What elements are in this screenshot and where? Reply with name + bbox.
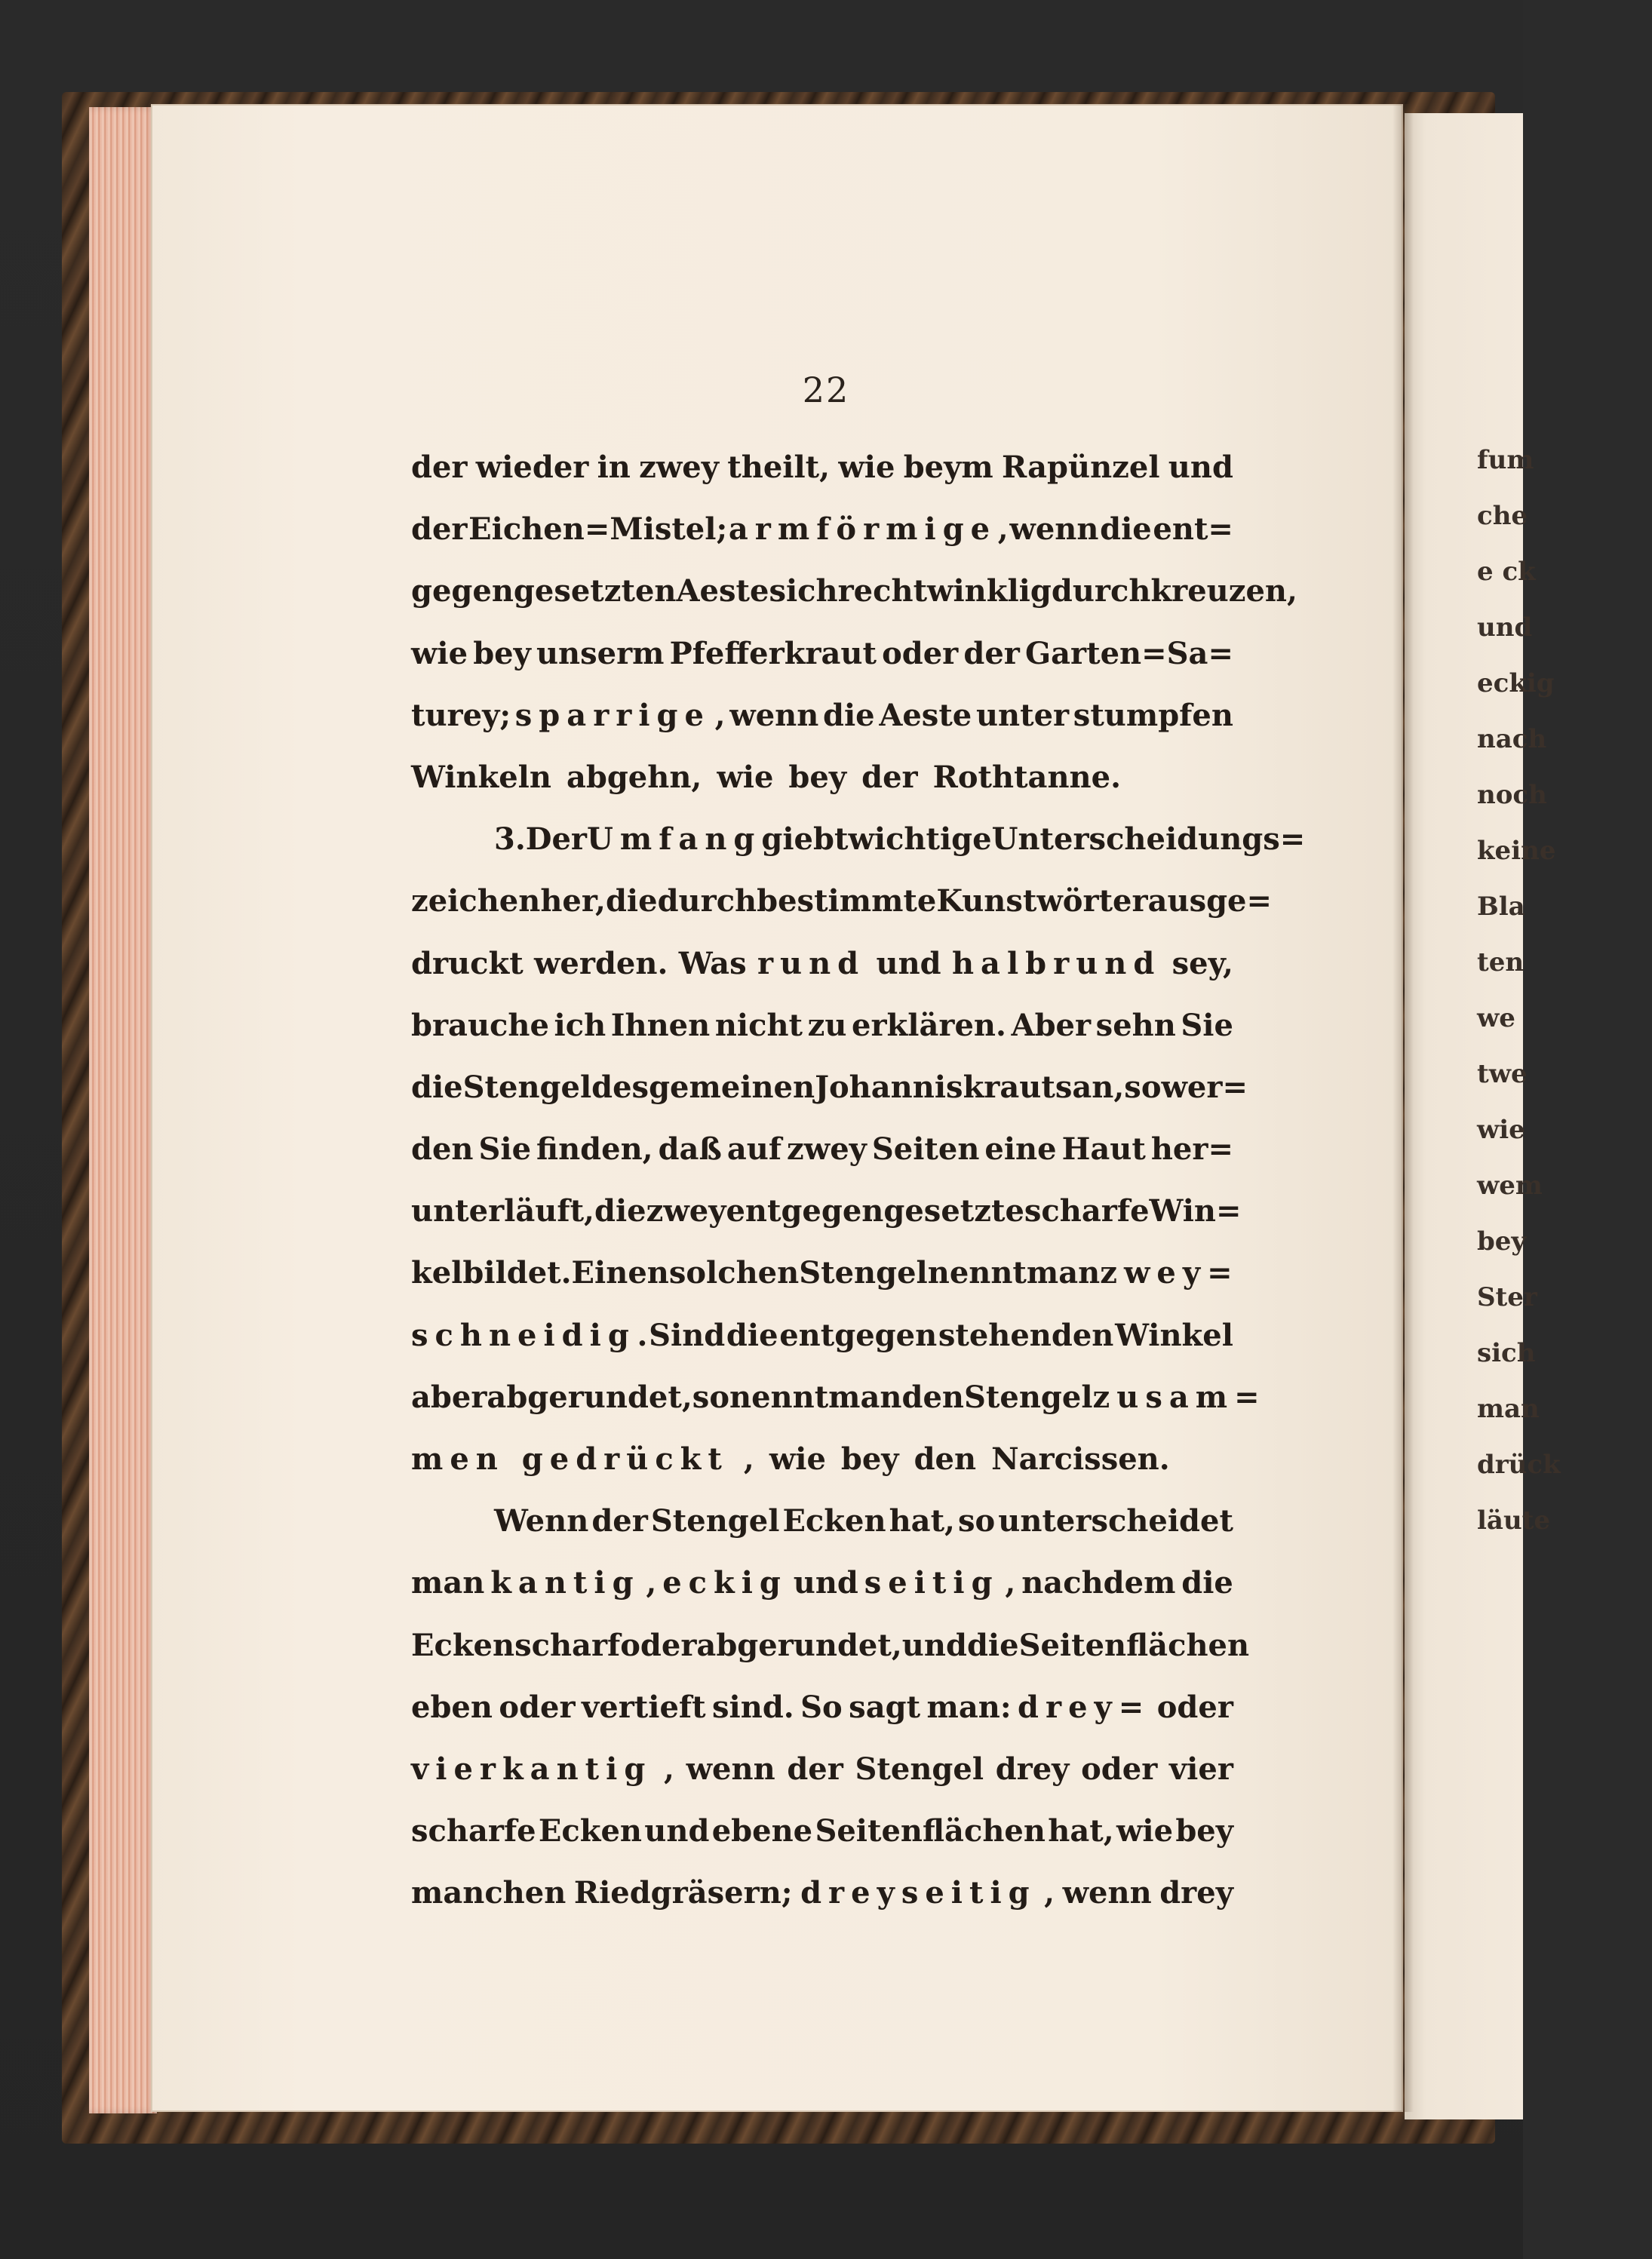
word: durch [657,883,757,919]
word: rechtwinklig [837,573,1052,609]
word: , [997,511,1009,548]
word: die [726,1317,778,1353]
word: Aeste [879,697,972,733]
word: vier [1168,1751,1233,1787]
word: gesetzten [513,573,677,609]
word: durchkreuzen, [1051,573,1297,609]
word: bey [1175,1813,1233,1849]
word: Sie [1181,1007,1233,1043]
facing-text-fragment: wie [1477,1115,1525,1145]
word: turey; [411,697,511,733]
word: abgerundet, [696,1627,902,1663]
word: scharfe [411,1813,536,1849]
word: stumpfen [1073,697,1233,733]
word: man [1026,1255,1101,1291]
text-line [411,883,1273,945]
word: bey [473,635,531,671]
word: Sie [478,1131,532,1168]
word: Ecken [538,1813,642,1849]
word: Narcissen. [991,1441,1170,1477]
word: nicht [714,1007,803,1043]
word: und [901,1627,967,1663]
emphasized-term: rund [757,945,866,981]
word: Was [678,945,747,981]
facing-text-fragment: läute [1477,1505,1551,1536]
facing-text-fragment: e ck [1477,557,1536,587]
text-line [411,511,1233,573]
word: Sind [649,1317,726,1353]
word: beym [903,450,993,485]
word: Pfefferkraut [669,635,877,671]
facing-page-text [1477,445,1561,1561]
facing-text-fragment: und [1477,612,1533,643]
word: die [605,883,658,919]
word: zwey [787,1131,867,1168]
word: oder [1156,1689,1233,1725]
word: Johanniskrauts [815,1069,1073,1105]
facing-text-fragment: eckig [1477,668,1555,698]
word: gegen [411,573,514,609]
word: an, [1072,1069,1125,1105]
word: die [823,697,875,733]
word: so [692,1379,729,1415]
word: der [963,635,1020,671]
emphasized-term: zusam= [1092,1379,1267,1415]
text-line [411,573,1297,635]
word: man: [926,1689,1012,1725]
word: läuft, [504,1193,594,1229]
word: Seiten [871,1131,980,1168]
word: oder [882,635,959,671]
word: daß [658,1131,722,1168]
word: auf [726,1131,782,1168]
emphasized-term: Umfang [586,821,762,858]
word: so [958,1503,996,1539]
word: bestimmte [757,883,937,919]
word: sehn [1095,1007,1176,1043]
word: , [1044,1875,1055,1911]
word: nennt [927,1255,1027,1291]
word: unserm [536,635,665,671]
emphasized-term: seitig [864,1565,999,1601]
word: der [591,1503,648,1539]
word: ausge= [1147,883,1273,919]
word: so [1124,1069,1162,1105]
word: manchen [411,1875,567,1911]
emphasized-term: zwey= [1100,1255,1239,1291]
word: die [1181,1565,1233,1601]
word: nachdem [1021,1565,1176,1601]
word: Haut [1061,1131,1146,1168]
text-line [411,1690,1233,1751]
text-line [411,698,1233,760]
text-line [411,1565,1233,1627]
text-line [411,1255,1239,1317]
text-line [411,821,1306,883]
word: , [714,697,726,733]
word: scharf [514,1627,621,1663]
word: die [594,1193,646,1229]
word: Win= [1149,1193,1242,1229]
text-line [411,1131,1233,1193]
facing-text-fragment: noch [1477,780,1547,810]
facing-text-fragment: wem [1477,1171,1543,1201]
word: abgehn, [566,759,702,795]
text-line [411,636,1233,698]
word: gemeinen [649,1069,815,1105]
word: Der [525,821,587,858]
word: und [876,945,941,981]
word: aber [411,1379,487,1415]
facing-text-fragment: Ster [1477,1282,1537,1312]
word: wenn [1009,511,1099,548]
word: unter [975,697,1070,733]
text-line [411,946,1233,1008]
emphasized-term: men gedrückt [411,1441,729,1477]
word: der [787,1751,843,1787]
word: den [914,1441,977,1477]
word: her= [1150,1131,1233,1168]
facing-text-fragment: fum [1477,445,1534,475]
emphasized-term: halbrund [951,945,1162,981]
word: Rapünzel [1001,450,1160,485]
word: unter [411,1193,505,1229]
word: hat, [1048,1813,1114,1849]
word: bey [840,1441,899,1477]
word: bey [788,759,847,795]
word: solchen [668,1255,800,1291]
word: bildet. [462,1255,572,1291]
word: den [901,1379,964,1415]
emphasized-term: sparrige [514,697,711,733]
word: 3. [494,821,526,858]
word: Aber [1011,1007,1092,1043]
word: , [1005,1565,1016,1601]
word: wie [411,635,468,671]
word: . [637,1317,648,1353]
word: zu [807,1007,847,1043]
word: Winkeln [411,759,551,795]
text-line [411,1751,1233,1813]
word: Winkel [1115,1317,1233,1353]
word: ebene [711,1813,813,1849]
facing-text-fragment: nach [1477,724,1547,754]
text-line [411,760,1233,821]
word: wieder [475,450,589,485]
word: unterscheidet [998,1503,1233,1539]
text-line [411,450,1233,511]
emphasized-term: eckig [662,1565,788,1601]
word: ent= [1153,511,1233,548]
word: der [411,450,468,485]
emphasized-term: vierkantig [411,1751,653,1787]
word: zeichen [411,883,541,919]
facing-text-fragment: we [1477,1003,1515,1033]
word: Stengel [855,1751,984,1787]
word: Unterscheidungs= [991,821,1306,858]
facing-text-fragment: che [1477,501,1528,531]
word: wenn [729,697,819,733]
text-line [411,1379,1267,1441]
word: Eichen=Mistel; [468,511,728,548]
word: Aeste [676,573,769,609]
word: abgerundet, [487,1379,692,1415]
facing-text-fragment: ten [1477,947,1525,978]
word: oder [499,1689,576,1725]
word: brauche [411,1007,549,1043]
word: nennt [729,1379,829,1415]
word: , [664,1751,674,1787]
emphasized-term: drey= [1018,1689,1151,1725]
word: sich [769,573,838,609]
word: kel [411,1255,463,1291]
word: hat, [889,1503,955,1539]
word: Seitenflächen [815,1813,1046,1849]
word: giebt [761,821,849,858]
word: druckt [411,945,524,981]
page-text [411,450,1306,1938]
word: den [411,1131,474,1168]
word: Stengel [650,1503,780,1539]
word: entgegen [779,1317,938,1353]
word: oder [620,1627,697,1663]
text-line [411,1441,1233,1503]
word: wie [1116,1813,1174,1849]
word: der [861,759,918,795]
word: Wenn [494,1503,589,1539]
text-line [411,1069,1248,1131]
word: her, [540,883,606,919]
word: oder [1081,1751,1158,1787]
facing-text-fragment: twe [1477,1059,1528,1089]
word: , [743,1441,754,1477]
emphasized-term: schneidig [411,1317,636,1353]
text-line [411,1627,1250,1690]
word: eben [411,1689,493,1725]
word: , [646,1565,657,1601]
word: und [793,1565,858,1601]
emphasized-term: kantig [490,1565,640,1601]
word: Rothtanne. [932,759,1122,795]
page-number: 22 [802,370,850,410]
text-line [411,1193,1242,1255]
word: scharfe [1024,1193,1150,1229]
word: stehenden [938,1317,1114,1353]
text-line [411,1875,1233,1937]
text-line [411,1503,1233,1565]
word: wie [769,1441,826,1477]
word: theilt, [727,450,831,485]
word: So [800,1689,843,1725]
facing-text-fragment: drück [1477,1450,1561,1480]
text-line [411,1813,1233,1875]
word: zwey [646,1193,726,1229]
text-line [411,1318,1233,1380]
text-line [411,1008,1233,1070]
word: und [1168,450,1233,485]
facing-text-fragment: keine [1477,836,1556,866]
word: Ecken [782,1503,886,1539]
word: des [591,1069,649,1105]
word: drey [1159,1875,1233,1911]
word: in [597,450,631,485]
word: Stengel [964,1379,1093,1415]
word: Seitenflächen [1018,1627,1250,1663]
word: finden, [536,1131,653,1168]
word: wenn [686,1751,775,1787]
emphasized-term: dreyseitig [800,1875,1036,1911]
emphasized-term: armförmige [728,511,997,548]
word: zwey [639,450,719,485]
word: drey [995,1751,1070,1787]
word: Riedgräsern; [573,1875,793,1911]
word: wie [838,450,895,485]
word: erklären. [852,1007,1006,1043]
word: man [828,1379,902,1415]
word: man [411,1565,485,1601]
word: eine [984,1131,1057,1168]
word: die [966,1627,1019,1663]
word: vertieft [582,1689,706,1725]
word: sind. [712,1689,794,1725]
word: Garten=Sa= [1024,635,1233,671]
facing-text-fragment: sich [1477,1338,1536,1368]
word: wer= [1161,1069,1248,1105]
word: wenn [1062,1875,1152,1911]
word: sey, [1171,945,1233,981]
word: Einen [571,1255,669,1291]
facing-text-fragment: Bla [1477,892,1525,922]
word: wie [717,759,774,795]
word: und [644,1813,710,1849]
word: werden. [534,945,668,981]
word: wichtige [848,821,992,858]
facing-text-fragment: man [1477,1394,1540,1424]
word: Ihnen [610,1007,711,1043]
facing-text-fragment: bey [1477,1226,1527,1257]
word: entgegen [726,1193,884,1229]
word: Stengel [799,1255,928,1291]
word: die [1100,511,1152,548]
word: gesetzte [883,1193,1024,1229]
word: Kunstwörter [936,883,1148,919]
word: ich [554,1007,606,1043]
word: Ecken [411,1627,515,1663]
word: der [411,511,468,548]
word: Stengel [462,1069,592,1105]
word: sagt [849,1689,921,1725]
word: die [411,1069,463,1105]
